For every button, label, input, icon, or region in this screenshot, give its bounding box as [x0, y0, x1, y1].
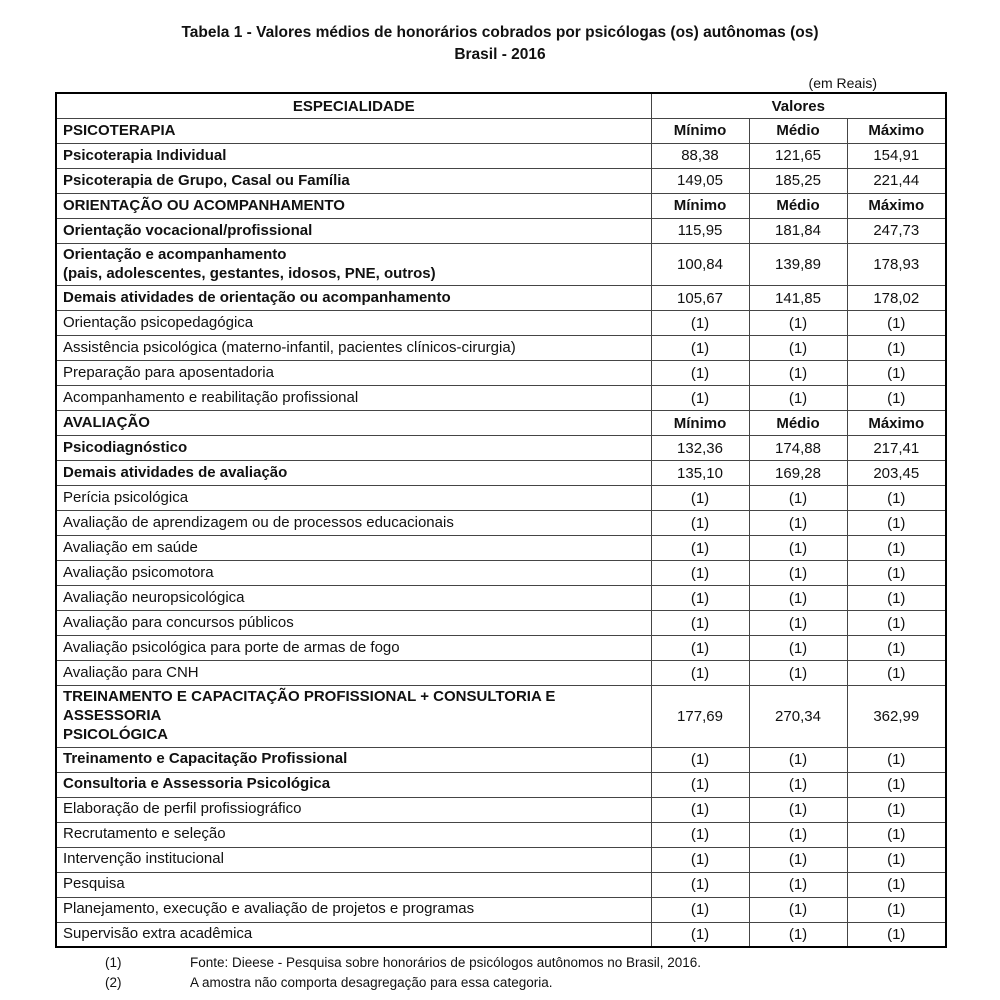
row-value: 139,89: [749, 243, 847, 286]
row-value: (1): [749, 847, 847, 872]
row-value: (1): [749, 661, 847, 686]
table-row: [56, 143, 946, 168]
row-value: (1): [847, 847, 946, 872]
row-value: 217,41: [847, 436, 946, 461]
row-value: Mínimo: [651, 411, 749, 436]
row-value: (1): [651, 561, 749, 586]
row-value: (1): [847, 511, 946, 536]
row-value: Médio: [749, 118, 847, 143]
row-value: Máximo: [847, 411, 946, 436]
table-row: [56, 797, 946, 822]
row-value: (1): [847, 336, 946, 361]
row-label: PSICOTERAPIA: [56, 118, 651, 143]
row-value: 221,44: [847, 168, 946, 193]
row-label: Avaliação para concursos públicos: [56, 611, 651, 636]
row-label: Avaliação de aprendizagem ou de processos educacionais: [56, 511, 651, 536]
row-value: (1): [651, 486, 749, 511]
row-value: 362,99: [847, 686, 946, 747]
unit-note: (em Reais): [808, 75, 877, 92]
table-header-row: [56, 93, 946, 118]
table-body: [56, 118, 946, 947]
header-especialidade: ESPECIALIDADE: [56, 93, 651, 118]
table-row: [56, 747, 946, 772]
row-label: Supervisão extra acadêmica: [56, 922, 651, 947]
row-value: (1): [847, 486, 946, 511]
table-title-line1: Tabela 1 - Valores médios de honorários cobrados por psicólogas (os) autônomas (os): [181, 24, 819, 41]
row-value: (1): [749, 872, 847, 897]
table-row: [56, 168, 946, 193]
row-value: 270,34: [749, 686, 847, 747]
row-value: 181,84: [749, 218, 847, 243]
row-value: 154,91: [847, 143, 946, 168]
row-value: 169,28: [749, 461, 847, 486]
table-row: [56, 536, 946, 561]
row-value: (1): [847, 822, 946, 847]
footnote: [105, 953, 1000, 973]
row-label: Avaliação psicológica para porte de armas de fogo: [56, 636, 651, 661]
table-row: [56, 386, 946, 411]
row-value: (1): [847, 611, 946, 636]
row-value: 247,73: [847, 218, 946, 243]
row-value: (1): [651, 586, 749, 611]
row-label: AVALIAÇÃO: [56, 411, 651, 436]
table-row: [56, 872, 946, 897]
row-value: Máximo: [847, 118, 946, 143]
row-value: (1): [651, 922, 749, 947]
row-value: Máximo: [847, 193, 946, 218]
row-value: (1): [749, 336, 847, 361]
row-value: (1): [651, 847, 749, 872]
row-value: (1): [749, 511, 847, 536]
table-row: [56, 847, 946, 872]
row-label: Pesquisa: [56, 872, 651, 897]
row-label: Orientação e acompanhamento (pais, adolescentes, gestantes, idosos, PNE, outros): [56, 243, 651, 286]
row-label: Avaliação para CNH: [56, 661, 651, 686]
row-value: Médio: [749, 193, 847, 218]
row-value: (1): [847, 311, 946, 336]
table-title-line2: Brasil - 2016: [454, 45, 546, 63]
table-row: [56, 286, 946, 311]
row-value: (1): [749, 386, 847, 411]
row-label: Avaliação em saúde: [56, 536, 651, 561]
row-label: Psicoterapia de Grupo, Casal ou Família: [56, 168, 651, 193]
table-row: [56, 772, 946, 797]
row-value: Mínimo: [651, 193, 749, 218]
row-value: 88,38: [651, 143, 749, 168]
table-row: [56, 193, 946, 218]
row-value: (1): [651, 611, 749, 636]
row-value: (1): [847, 586, 946, 611]
row-value: (1): [651, 511, 749, 536]
table-row: [56, 561, 946, 586]
table-row: [56, 586, 946, 611]
table-row: [56, 411, 946, 436]
row-value: (1): [651, 822, 749, 847]
table-container: [55, 75, 945, 948]
row-value: (1): [651, 661, 749, 686]
row-value: (1): [847, 872, 946, 897]
row-label: TREINAMENTO E CAPACITAÇÃO PROFISSIONAL + CONSULTORIA E ASSESSORIA PSICOLÓGICA: [56, 686, 651, 747]
table-row: [56, 897, 946, 922]
row-value: (1): [847, 636, 946, 661]
row-value: Médio: [749, 411, 847, 436]
row-value: 185,25: [749, 168, 847, 193]
row-label: Acompanhamento e reabilitação profissional: [56, 386, 651, 411]
row-value: (1): [749, 747, 847, 772]
header-valores: Valores: [651, 93, 946, 118]
table-row: [56, 922, 946, 947]
table-row: [56, 822, 946, 847]
row-value: (1): [749, 797, 847, 822]
row-value: 178,93: [847, 243, 946, 286]
row-value: 177,69: [651, 686, 749, 747]
row-label: Elaboração de perfil profissiográfico: [56, 797, 651, 822]
row-value: (1): [749, 772, 847, 797]
footnote-marker: (1): [105, 955, 122, 971]
row-value: (1): [847, 386, 946, 411]
row-label: Treinamento e Capacitação Profissional: [56, 747, 651, 772]
row-value: (1): [749, 586, 847, 611]
row-value: 105,67: [651, 286, 749, 311]
row-value: (1): [847, 561, 946, 586]
row-value: (1): [651, 797, 749, 822]
row-label: Consultoria e Assessoria Psicológica: [56, 772, 651, 797]
footnotes: [105, 953, 1000, 992]
row-value: (1): [749, 611, 847, 636]
row-value: (1): [847, 897, 946, 922]
row-value: (1): [651, 336, 749, 361]
row-value: (1): [749, 311, 847, 336]
table-row: [56, 436, 946, 461]
table-row: [56, 486, 946, 511]
row-value: (1): [847, 772, 946, 797]
row-value: (1): [651, 897, 749, 922]
row-value: (1): [847, 797, 946, 822]
table-row: [56, 118, 946, 143]
row-label: Perícia psicológica: [56, 486, 651, 511]
table-row: [56, 686, 946, 747]
table-row: [56, 361, 946, 386]
row-value: (1): [847, 361, 946, 386]
row-label: ORIENTAÇÃO OU ACOMPANHAMENTO: [56, 193, 651, 218]
row-value: 121,65: [749, 143, 847, 168]
row-value: 178,02: [847, 286, 946, 311]
row-value: 149,05: [651, 168, 749, 193]
footnote-marker: (2): [105, 974, 122, 990]
row-value: (1): [749, 486, 847, 511]
row-value: (1): [651, 386, 749, 411]
row-value: Mínimo: [651, 118, 749, 143]
row-label: Intervenção institucional: [56, 847, 651, 872]
row-value: (1): [749, 561, 847, 586]
row-value: (1): [847, 536, 946, 561]
row-value: (1): [749, 636, 847, 661]
row-label: Planejamento, execução e avaliação de projetos e programas: [56, 897, 651, 922]
row-value: (1): [749, 361, 847, 386]
row-value: (1): [749, 922, 847, 947]
footnote-text: Fonte: Dieese - Pesquisa sobre honorários de psicólogos autônomos no Brasil, 2016.: [190, 955, 702, 971]
row-label: Demais atividades de orientação ou acompanhamento: [56, 286, 651, 311]
row-value: (1): [651, 747, 749, 772]
table-row: [56, 336, 946, 361]
table-title: [0, 0, 1000, 65]
row-value: (1): [847, 747, 946, 772]
table-row: [56, 511, 946, 536]
row-value: (1): [847, 922, 946, 947]
row-label: Recrutamento e seleção: [56, 822, 651, 847]
row-value: 203,45: [847, 461, 946, 486]
row-value: 141,85: [749, 286, 847, 311]
row-label: Avaliação psicomotora: [56, 561, 651, 586]
row-label: Avaliação neuropsicológica: [56, 586, 651, 611]
row-value: (1): [651, 311, 749, 336]
row-label: Orientação vocacional/profissional: [56, 218, 651, 243]
row-label: Psicodiagnóstico: [56, 436, 651, 461]
table-row: [56, 311, 946, 336]
fees-table: [55, 92, 947, 948]
row-label: Assistência psicológica (materno-infantil, pacientes clínicos-cirurgia): [56, 336, 651, 361]
table-row: [56, 611, 946, 636]
row-value: (1): [749, 822, 847, 847]
row-value: (1): [749, 897, 847, 922]
row-value: (1): [651, 772, 749, 797]
table-row: [56, 661, 946, 686]
row-value: (1): [651, 536, 749, 561]
footnote: [105, 973, 1000, 993]
row-value: (1): [749, 536, 847, 561]
row-value: (1): [651, 361, 749, 386]
footnote-text: A amostra não comporta desagregação para essa categoria.: [190, 974, 553, 990]
row-label: Demais atividades de avaliação: [56, 461, 651, 486]
table-row: [56, 461, 946, 486]
table-row: [56, 636, 946, 661]
row-value: 135,10: [651, 461, 749, 486]
row-value: 174,88: [749, 436, 847, 461]
table-row: [56, 243, 946, 286]
row-value: (1): [651, 636, 749, 661]
row-label: Preparação para aposentadoria: [56, 361, 651, 386]
row-value: (1): [651, 872, 749, 897]
row-label: Orientação psicopedagógica: [56, 311, 651, 336]
row-value: 100,84: [651, 243, 749, 286]
table-row: [56, 218, 946, 243]
row-value: (1): [847, 661, 946, 686]
row-value: 132,36: [651, 436, 749, 461]
row-label: Psicoterapia Individual: [56, 143, 651, 168]
row-value: 115,95: [651, 218, 749, 243]
